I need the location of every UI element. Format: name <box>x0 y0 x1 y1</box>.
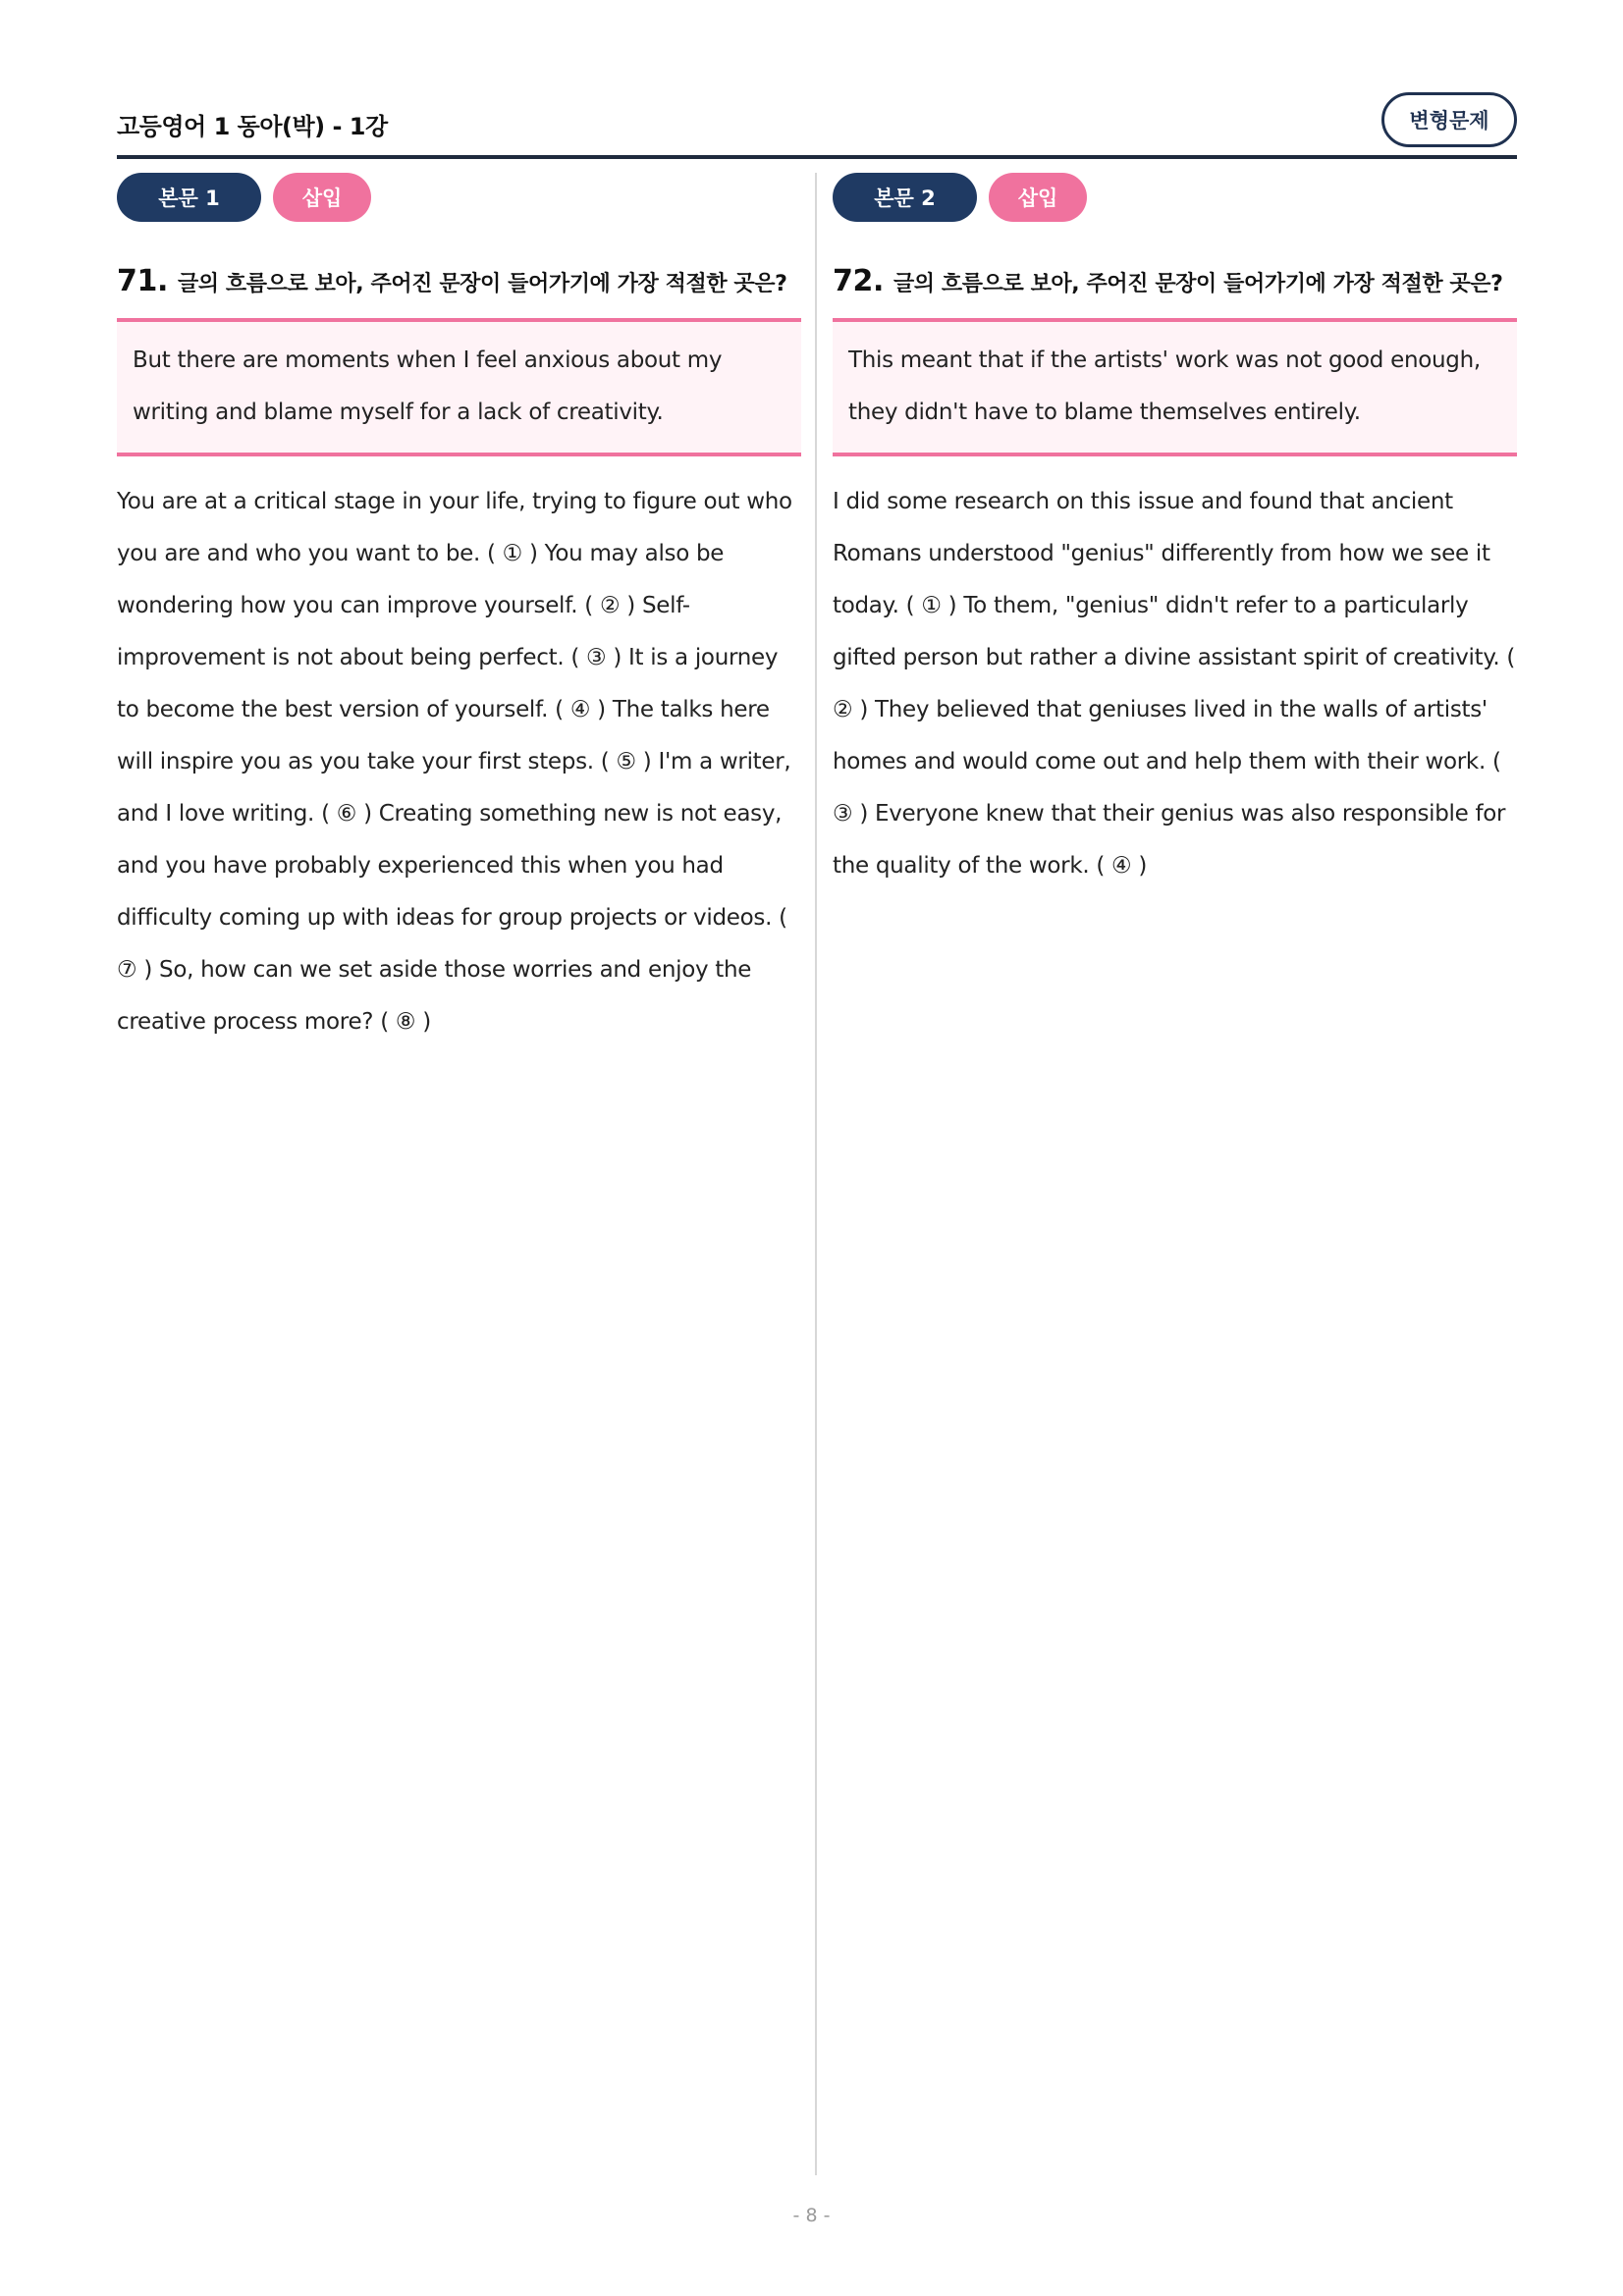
page-header <box>117 92 1517 159</box>
variant-badge: 변형문제 <box>1381 92 1517 147</box>
document-title: 고등영어 1 동아(박) - 1강 <box>117 113 388 140</box>
type-tag: 삽입 <box>989 173 1087 222</box>
question-stem <box>117 259 801 318</box>
page-number: - 8 - <box>792 2205 831 2226</box>
question-number: 72. <box>833 264 884 298</box>
given-sentence-box: This meant that if the artists' work was not good enough, they didn't have to blame themselves entirely. <box>833 318 1517 456</box>
question-column-72 <box>833 173 1517 892</box>
source-tag: 본문 2 <box>833 173 977 222</box>
question-number: 71. <box>117 264 168 298</box>
question-tags <box>117 173 801 222</box>
type-tag: 삽입 <box>273 173 371 222</box>
question-text: 글의 흐름으로 보아, 주어진 문장이 들어가기에 가장 적절한 곳은? <box>177 272 787 296</box>
passage-text: You are at a critical stage in your life, trying to figure out who you are and who you want to be. ( ① ) You may also be wondering how you can improve yourself. ( ② ) Self-improvement is not about being perfect. ( ③ ) It is a journey to become the best version of yourself. ( ④ ) The talks here will inspire you as you take your first steps. ( ⑤ ) I'm a writer, and I love writing. ( ⑥ ) Creating something new is not easy, and you have probably experienced this when you had difficulty coming up with ideas for group projects or videos. ( ⑦ ) So, how can we set aside those worries and enjoy the creative process more? ( ⑧ ) <box>117 489 792 1035</box>
question-text: 글의 흐름으로 보아, 주어진 문장이 들어가기에 가장 적절한 곳은? <box>893 272 1503 296</box>
question-column-71 <box>117 173 801 1048</box>
given-sentence-box: But there are moments when I feel anxious about my writing and blame myself for a lack of creativity. <box>117 318 801 456</box>
passage-text: I did some research on this issue and found that ancient Romans understood "genius" differently from how we see it today. ( ① ) To them, "genius" didn't refer to a particularly gifted person but rather a divine assistant spirit of creativity. ( ② ) They believed that geniuses lived in the walls of artists' homes and would come out and help them with their work. ( ③ ) Everyone knew that their genius was also responsible for the quality of the work. ( ④ ) <box>833 489 1516 879</box>
question-stem <box>833 259 1517 318</box>
source-tag: 본문 1 <box>117 173 261 222</box>
question-tags <box>833 173 1517 222</box>
column-divider <box>815 173 817 2175</box>
